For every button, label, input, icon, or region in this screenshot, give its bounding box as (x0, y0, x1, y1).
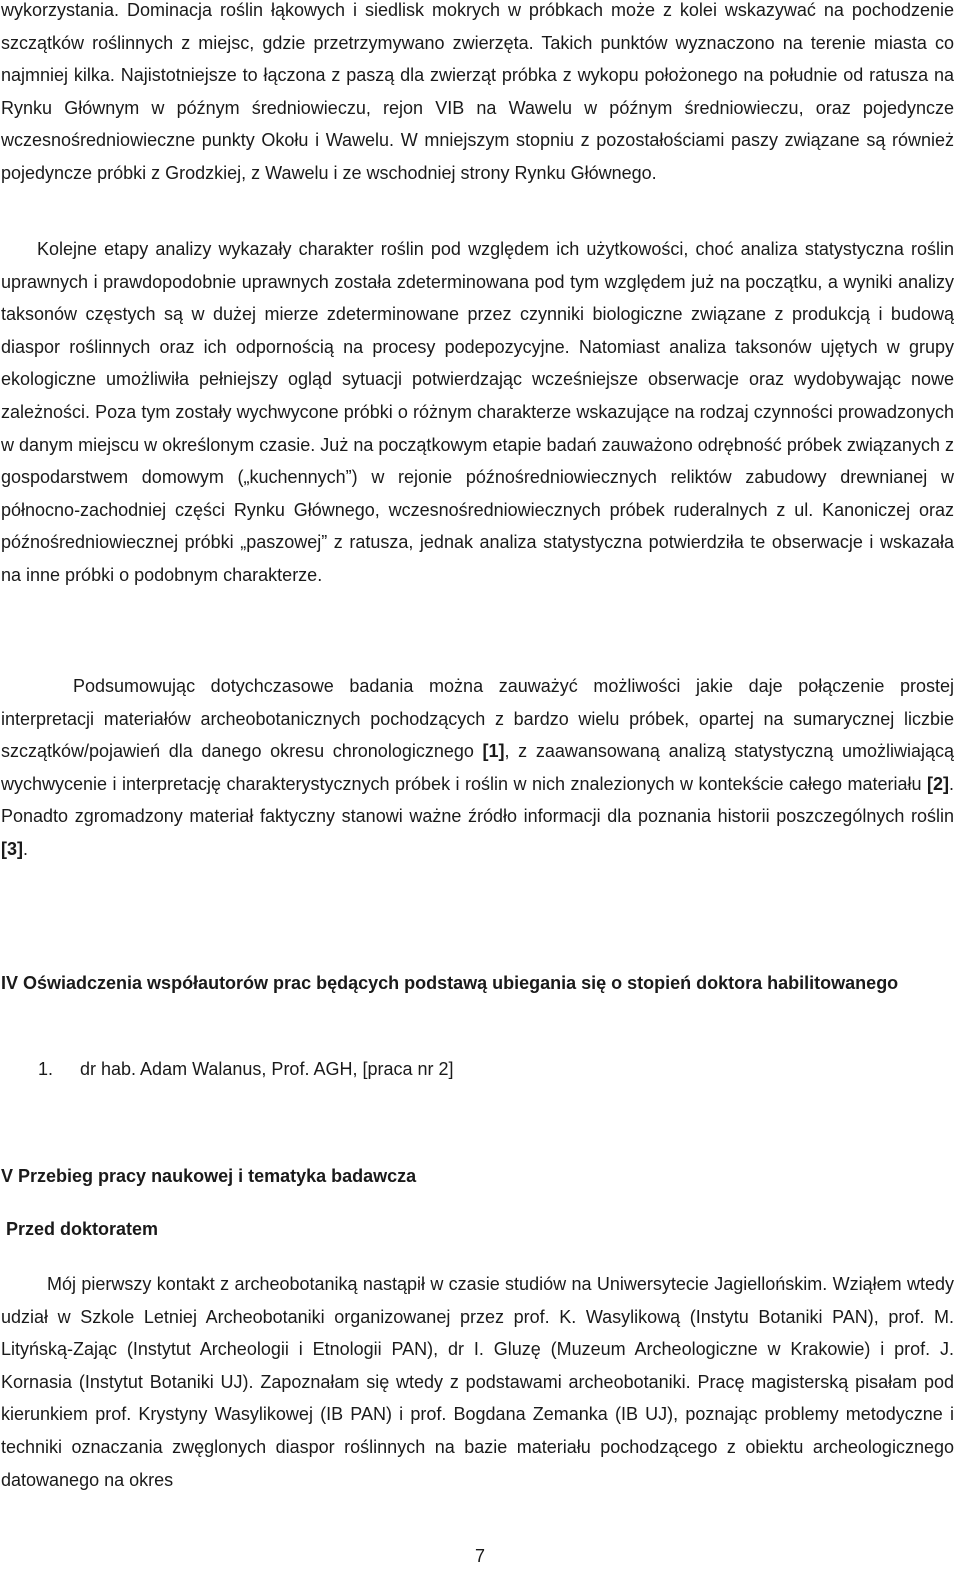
page-number: 7 (474, 1546, 485, 1566)
reference-3: [3] (1, 838, 23, 859)
coauthor-list-item (38, 1053, 454, 1086)
summary-paragraph (1, 670, 954, 866)
section-v-heading: V Przebieg pracy naukowej i tematyka badawcza (1, 1166, 417, 1186)
summary-text-part2: , z zaawansowaną analizą statystyczną umożliwiającą wychwycenie i interpretację charakterystycznych próbek i roślin w nich znalezionych w kontekście całego materiału (1, 741, 954, 794)
summary-text-part1: Podsumowując dotychczasowe badania można zauważyć możliwości jakie daje połączenie prostej interpretacji materiałów archeobotanicznych pochodzących z bardzo wielu próbek, opartej na sumarycznej liczbie szczątków/pojawień dla danego okresu chronologicznego (1, 676, 954, 762)
reference-1: [1] (482, 741, 505, 762)
list-item-number: 1. (38, 1059, 54, 1079)
analysis-paragraph: Kolejne etapy analizy wykazały charakter roślin pod względem ich użytkowości, choć analiza statystyczna roślin uprawnych i prawdopodobnie uprawnych została zdeterminowana pod tym względem już na początku, a wyniki analizy taksonów częstych są w dużej mierze zdeterminowane przez czynniki biologiczne związane z produkcją i budową diaspor roślinnych oraz ich odpornością na procesy podepozycyjne. Natomiast analiza taksonów ujętych w grupy ekologiczne umożliwiła pełniejszy ogląd sytuacji potwierdzając wcześniejsze obserwacje oraz wydobywając nowe zależności. Poza tym zostały wychwycone próbki o różnym charakterze wskazujące na rodzaj czynności prowadzonych w danym miejscu w określonym czasie. Już na początkowym etapie badań zauważono odrębność próbek związanych z gospodarstwem domowym („kuchennych”) w rejonie późnośredniowiecznych reliktów zabudowy drewnianej w północno-zachodniej części Rynku Głównego, wczesnośredniowiecznych próbek ruderalnych z ul. Kanoniczej oraz późnośredniowiecznej próbki „paszowej” z ratusza, jednak analiza statystyczna potwierdziła te obserwacje i wskazała na inne próbki o podobnym charakterze. (1, 239, 954, 585)
section-v-subheading: Przed doktoratem (6, 1219, 159, 1239)
reference-2: [2] (926, 773, 949, 794)
section-iv-heading: IV Oświadczenia współautorów prac będących podstawą ubiegania się o stopień doktora habilitowanego (1, 973, 899, 993)
before-doctorate-paragraph: Mój pierwszy kontakt z archeobotaniką nastąpił w czasie studiów na Uniwersytecie Jagiellońskim. Wziąłem wtedy udział w Szkole Letniej Archeobotaniki organizowanej przez prof. K. Wasylikową (Instytu Botaniki PAN), prof. M. Lityńską-Zając (Instytut Archeologii i Etnologii PAN), dr I. Gluzę (Muzeum Archeologiczne w Krakowie) i prof. J. Kornasia (Instytut Botaniki UJ). Zapoznałam się wtedy z podstawami archeobotaniki. Pracę magisterską pisałam pod kierunkiem prof. Krystyny Wasylikowej (IB PAN) i prof. Bogdana Zemanka (IB UJ), poznając problemy metodyczne i techniki oznaczania zwęglonych diaspor roślinnych na bazie materiału pochodzącego z obiektu archeologicznego datowanego na okres (1, 1274, 954, 1490)
list-item-text: dr hab. Adam Walanus, Prof. AGH, [praca nr 2] (80, 1059, 454, 1079)
continuation-paragraph: wykorzystania. Dominacja roślin łąkowych i siedlisk mokrych w próbkach może z kolei wskazywać na pochodzenie szczątków roślinnych z miejsc, gdzie przetrzymywano zwierzęta. Takich punktów wyznaczono na terenie miasta co najmniej kilka. Najistotniejsze to łączona z paszą dla zwierząt próbka z wykopu położonego na południe od ratusza na Rynku Głównym w późnym średniowieczu, rejon VIB na Wawelu w późnym średniowieczu, oraz pojedyncze wczesnośredniowieczne punkty Okołu i Wawelu. W mniejszym stopniu z pozostałościami paszy związane są również pojedyncze próbki z Grodzkiej, z Wawelu i ze wschodniej strony Rynku Głównego. (1, 0, 954, 183)
summary-text-part4: . (23, 838, 29, 859)
summary-text-part3: . Ponadto zgromadzony materiał faktyczny stanowi ważne źródło informacji dla poznania historii poszczególnych roślin (1, 773, 954, 827)
